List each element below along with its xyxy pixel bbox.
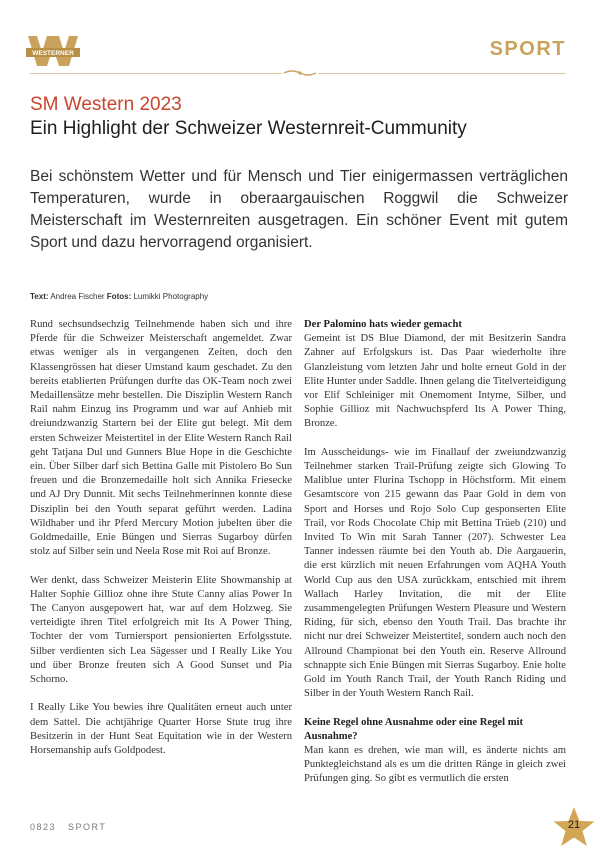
- article-credits: [30, 292, 208, 301]
- body-paragraph: Man kann es drehen, wie man will, es änderte nichts am Punktegleichstand als es um die dritten Ränge in gleich zwei Prüfungen ging. So gibt es vermutlich die ersten: [304, 745, 566, 785]
- credit-photo-author: Lumikki Photography: [133, 292, 209, 301]
- article-kicker: SM Western 2023: [30, 94, 182, 115]
- footer-section: SPORT: [68, 822, 107, 832]
- page-folio: [30, 822, 106, 832]
- body-column-left: [30, 318, 292, 772]
- credit-text-label: Text:: [30, 292, 49, 301]
- credit-photo-label: Fotos:: [106, 292, 132, 301]
- body-paragraph: Gemeint ist DS Blue Diamond, der mit Besitzerin Sandra Zahner auf Erfolgskurs ist. Das Paar wiederholte ihre Glanzleistung vom letzten Jahr und holte erneut Gold in der Elite Hunter under Saddle. Ihnen gelang die Titelverteidigung vor Elif Schleiniger mit Onemoment Intyme, Silber, und Sophie Gillioz mit Nachwuchspferd Its A Power Thing, Bronze.: [304, 333, 566, 430]
- logo-text: WESTERNER: [32, 50, 74, 57]
- page-number: 21: [567, 819, 581, 831]
- body-paragraph: Wer denkt, dass Schweizer Meisterin Elite Showmanship at Halter Sophie Gillioz ohne ihre Stute Canny alias Power In The Canyon ausgepowert hat, war auf dem Holzweg. Sie verteidigte ihren Titel erfolgreich mit Its A Power Thing, Tochter der vom Turniersport pensionierten Erfolgsstute. Silber verdienten sich Lea Sägesser und I Really Like You und über Bronze freuten sich A Good Sunset und Pia Schorno.: [30, 574, 292, 686]
- westerner-w-icon: [26, 34, 80, 68]
- subheading: Der Palomino hats wieder gemacht: [304, 319, 462, 330]
- subheading: Keine Regel ohne Ausnahme oder eine Regel mit Ausnahme?: [304, 716, 524, 742]
- body-paragraph: Im Ausscheidungs- wie im Finallauf der zweiundzwanzig Teilnehmer starken Trail-Prüfung zeigte sich Glowing To Maliblue unter Flurina Tschopp in Höchstform. Mit einem Gesamtscore von 215 gewann das Paar Gold in dem von Sport and Horses und Rojo Solo Cup gesponserten Elite Trail, vor Rods Chocolate Chip mit Bettina Trüeb (210) und Invited To Win mit Sarah Tanner (207). Schwester Lea Tanner indessen räumte bei den Youth ab. Die Aargauerin, die erst kürzlich mit neuen Erfahrungen vom AQHA Youth World Cup aus den USA zurückkam, entschied mit ihrem Wallach Harley Invitation, die mit der Elite zusammengelegten Prüfungen Western Pleasure und Western Riding, für sich, ebenso den Youth Trail. Das brachte ihr nicht nur drei Schweizer Meistertitel, sondern auch noch den Allround Championat bei den Youth ein. Reserve Allround schnappte sich Enie Büngen mit Sierras Sugarboy. Enie holte Gold im Youth Ranch Trail, der Youth Ranch Riding und Silber in der Youth Western Ranch Rail.: [304, 446, 566, 700]
- article-headline: Ein Highlight der Schweizer Westernreit-Cummunity: [30, 118, 467, 139]
- section-title: SPORT: [489, 38, 566, 60]
- body-paragraph: I Really Like You bewies ihre Qualitäten erneut auch unter dem Sattel. Die achtjährige Quarter Horse Stute trug ihre Besitzerin in der Hunt Seat Equitation wie in der Western Horsemanship aufs Goldpodest.: [30, 702, 292, 757]
- body-paragraph: Rund sechsundsechzig Teilnehmende haben sich und ihre Pferde für die Schweizer Meisterschaft angemeldet. Zwar etwas weniger als in vergangenen Zeiten, doch den Klassengrössen hat dieser Umstand kaum geschadet. Zu den bereits etablierten Prüfungen durfte das OK-Team noch zwei Medaillensätze mehr bestellen. Die Disziplin Western Ranch Rail nahm Einzug ins Programm und war auf Anhieb mit dreiundzwanzig Startern bei der Elite gut belegt. Mit dem ersten Schweizer Meistertitel in der Elite Western Ranch Rail geht Tatjana Dul und Gunners Blue Hope in die Geschichte ein. Über Silber darf sich Bettina Galle mit Pistolero Bo Sun freuen und die Bronzemedaille holt sich Annika Friesecke und AJ Dry Dunnit. Mit sechs Teilnehmerinnen konnte diese Disziplin bei den Youth separat geführt werden. Ladina Wildhaber und ihr Pferd Mercury Motion jubelten über die Goldmedaille, Enie Büngen und Sierras Sugarboy dürfen stolz auf Silber sein und Neela Rose mit Roi auf Bronze.: [30, 319, 292, 558]
- article-lead: Bei schönstem Wetter und für Mensch und Tier einigermassen verträglichen Temperaturen, wurde in oberaargauischen Roggwil die Schweizer Meisterschaft im Westernreiten ausgetragen. Ein schöner Event mit gutem Sport und dazu hervorragend organisiert.: [30, 168, 568, 251]
- divider-ornament-icon: [282, 69, 318, 77]
- westerner-logo: [26, 34, 80, 68]
- issue-number: 0823: [30, 822, 57, 832]
- credit-text-author: Andrea Fischer: [50, 292, 105, 301]
- body-column-right: [304, 318, 566, 801]
